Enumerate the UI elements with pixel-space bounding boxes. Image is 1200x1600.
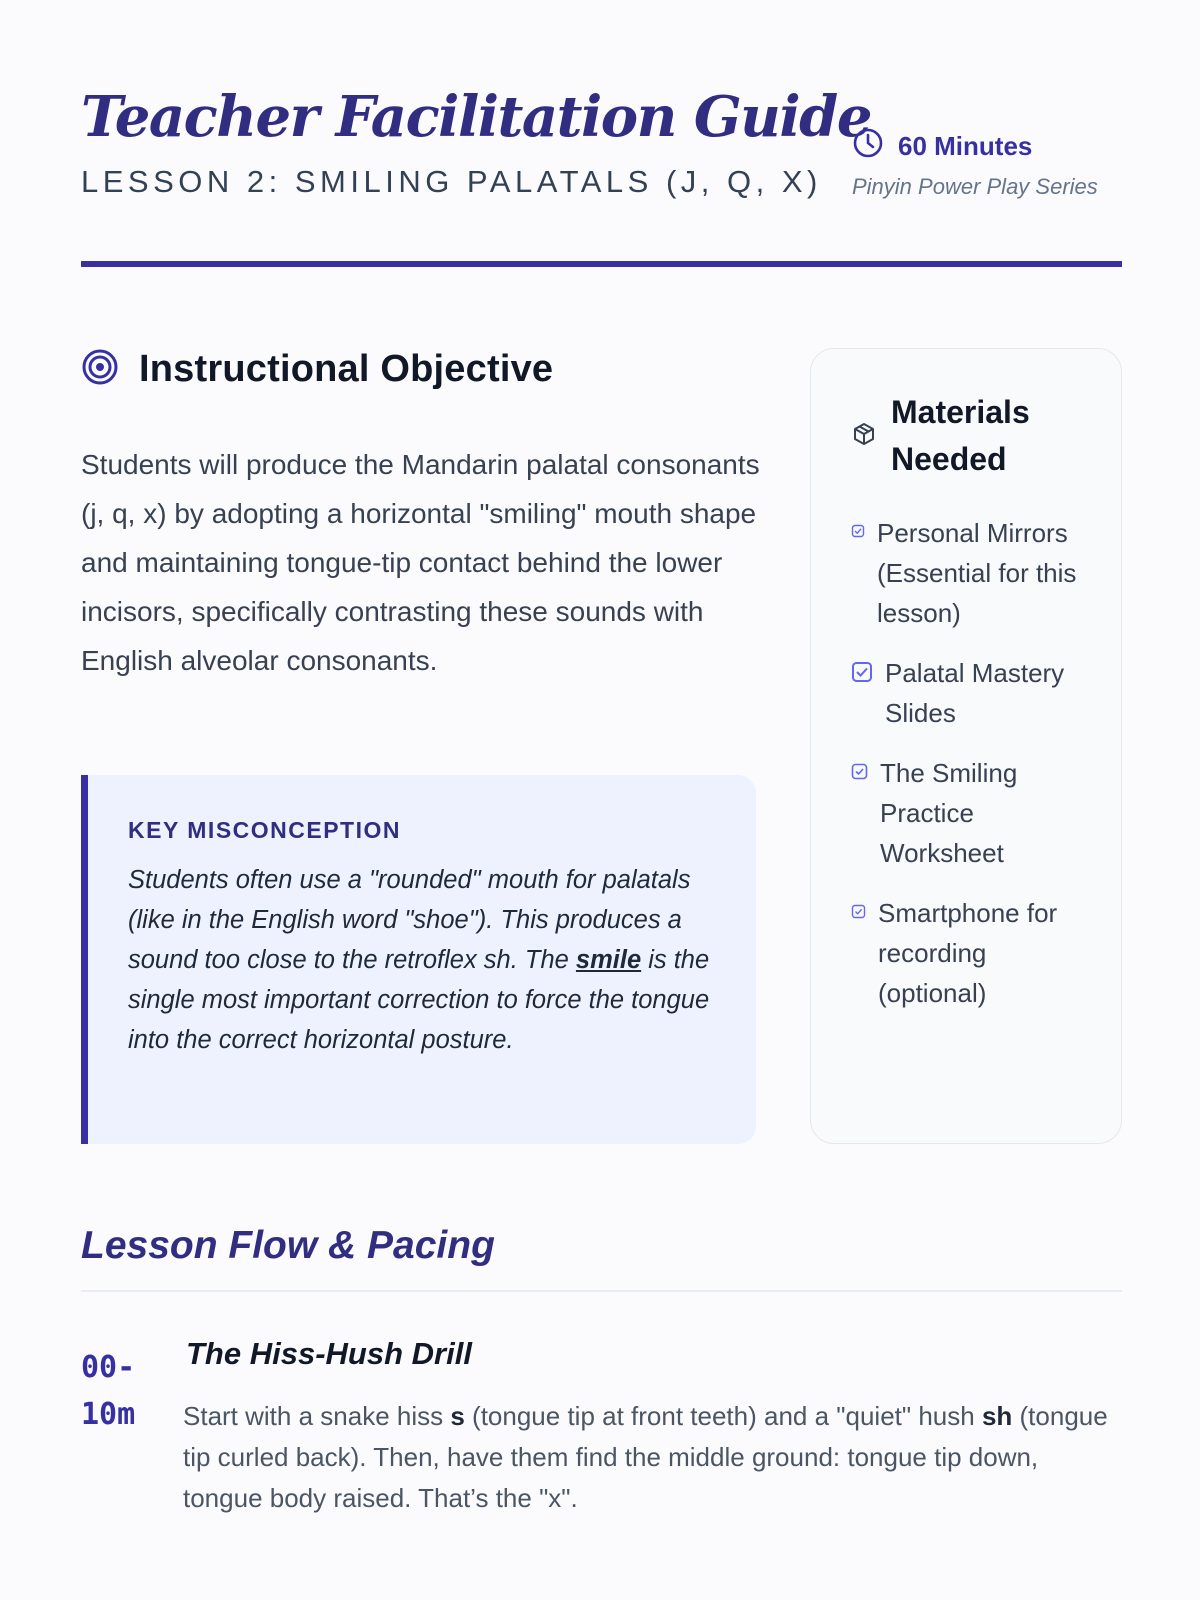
- guide-page: [81, 0, 1122, 1600]
- material-item: [851, 653, 1101, 733]
- material-label: Palatal Mastery Slides: [885, 658, 1065, 728]
- material-label: The Smiling Practice Worksheet: [880, 758, 1018, 868]
- misconception-text: [128, 860, 726, 1060]
- box-icon: [851, 421, 877, 452]
- step-description: [183, 1396, 1122, 1519]
- misconception-label: KEY MISCONCEPTION: [128, 817, 401, 843]
- checkbox-icon: [851, 904, 866, 924]
- duration-badge: [852, 128, 1122, 164]
- step-sound: s: [450, 1401, 465, 1431]
- objective-heading: Instructional Objective: [139, 348, 554, 390]
- objective-header: [81, 348, 553, 391]
- material-label: Personal Mirrors (Essential for this lesson): [877, 518, 1077, 628]
- materials-header: [851, 389, 1121, 483]
- step-title: The Hiss-Hush Drill: [186, 1336, 472, 1371]
- flow-divider: [81, 1290, 1122, 1292]
- misconception-emphasis: smile: [575, 946, 642, 974]
- duration-text: 60 Minutes: [898, 130, 1033, 161]
- lesson-meta: [852, 128, 1122, 200]
- step-sound: sh: [981, 1401, 1013, 1431]
- checkbox-icon: [851, 524, 865, 543]
- materials-heading: Materials Needed: [891, 394, 1030, 477]
- misconception-text-start: Students often use a "rounded" mouth for palatals (like in the English word "shoe"). This produces a sound too close to the retroflex sh. The: [128, 866, 691, 974]
- page-title: Teacher Facilitation Guide: [81, 84, 871, 150]
- lesson-subtitle: LESSON 2: SMILING PALATALS (J, Q, X): [81, 164, 822, 199]
- materials-list: [851, 513, 1101, 1033]
- step-text: (tongue tip at front teeth) and a "quiet" hush: [464, 1401, 982, 1431]
- material-item: [851, 893, 1101, 1013]
- material-item: [851, 753, 1101, 873]
- materials-card: [810, 348, 1122, 1144]
- step-text: Start with a snake hiss: [183, 1401, 451, 1431]
- step-text: (tongue tip curled back). Then, have them find the middle ground: tongue tip down, tongue body raised. That’s the "x".: [183, 1401, 1108, 1513]
- step-time: 00-10m: [81, 1350, 136, 1432]
- checkbox-icon: [851, 763, 868, 785]
- header-divider: [81, 261, 1122, 267]
- clock-icon: [852, 127, 884, 166]
- misconception-callout: [81, 775, 756, 1144]
- material-label: Smartphone for recording (optional): [878, 898, 1058, 1008]
- material-item: [851, 513, 1101, 633]
- series-name: Pinyin Power Play Series: [852, 174, 1098, 199]
- target-icon: [81, 348, 119, 391]
- flow-heading: Lesson Flow & Pacing: [81, 1224, 495, 1267]
- misconception-text-end: is the single most important correction to force the tongue into the correct horizontal posture.: [128, 946, 710, 1054]
- checkbox-icon: [851, 661, 873, 688]
- objective-text: Students will produce the Mandarin palatal consonants (j, q, x) by adopting a horizontal "smiling" mouth shape and maintaining tongue-tip contact behind the lower incisors, specifically contrasting these sounds with English alveolar consonants.: [81, 449, 760, 676]
